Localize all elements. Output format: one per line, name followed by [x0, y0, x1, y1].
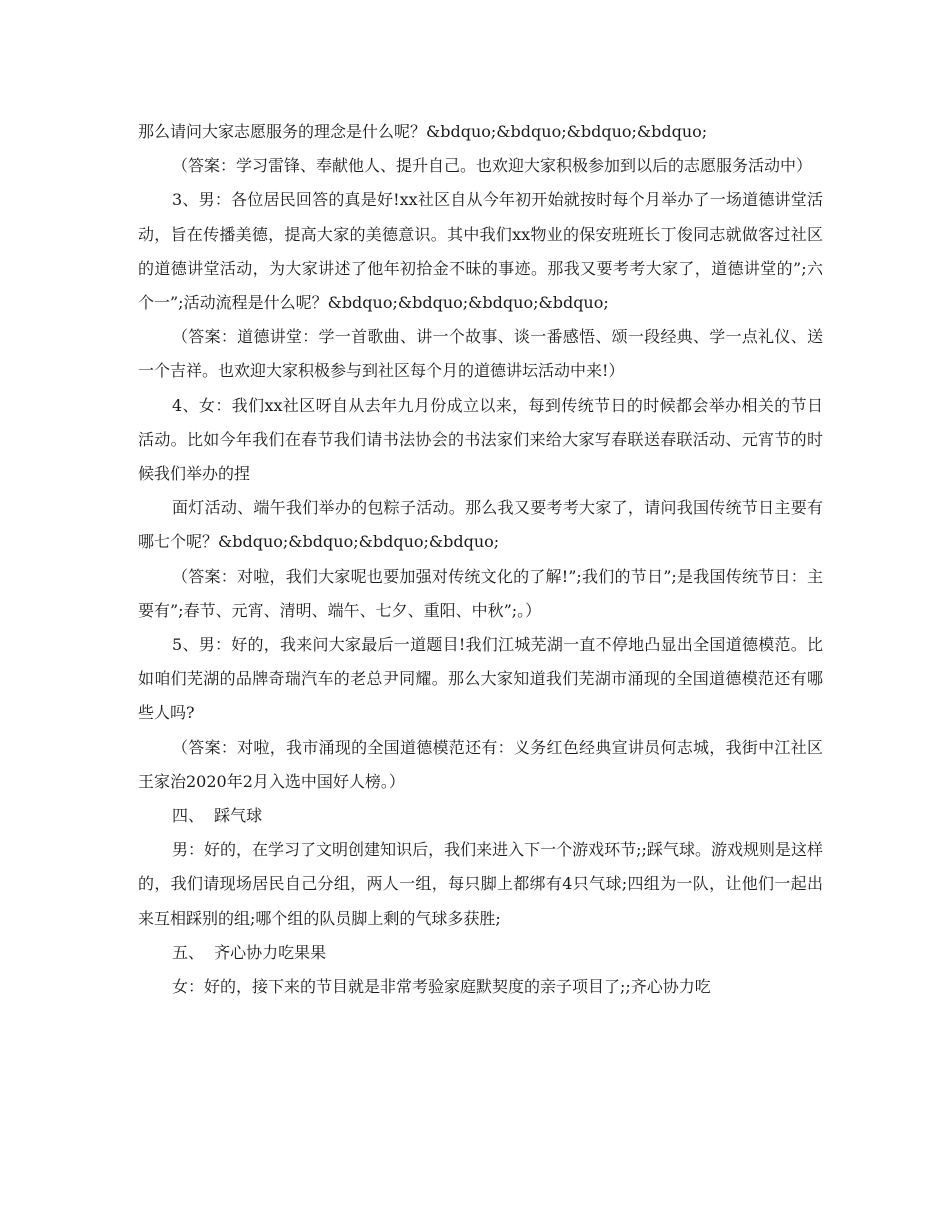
paragraph-question-4-part1: 4、女：我们xx社区呀自从去年九月份成立以来，每到传统节日的时候都会举办相关的节日活动。比如今年我们在春节我们请书法协会的书法家们来给大家写春联送春联活动、元宵节的时候我们举办的捏 — [138, 395, 823, 484]
paragraph-answer-4: （答案：对啦，我们大家呢也要加强对传统文化的了解!”;我们的节日”;是我国传统节日：主要有”;春节、元宵、清明、端午、七夕、重阳、中秋”;。） — [138, 566, 823, 620]
section-heading-balloon: 四、 踩气球 — [172, 806, 263, 826]
document-body — [138, 115, 823, 1004]
paragraph-question-3: 3、男：各位居民回答的真是好!xx社区自从今年初开始就按时每个月举办了一场道德讲堂活动，旨在传播美德，提高大家的美德意识。其中我们xx物业的保安班班长丁俊同志就做客过社区的道德讲堂活动，为大家讲述了他年初拾金不昧的事迹。那我又要考考大家了，道德讲堂的”;六个一”;活动流程是什么呢？&bdquo;&bdquo;&bdquo;&bdquo; — [138, 190, 823, 313]
paragraph-answer-volunteer: （答案：学习雷锋、奉献他人、提升自己。也欢迎大家积极参加到以后的志愿服务活动中） — [172, 156, 813, 176]
paragraph-fruit-intro: 女：好的，接下来的节目就是非常考验家庭默契度的亲子项目了;;齐心协力吃 — [172, 977, 711, 997]
paragraph-answer-3: （答案：道德讲堂：学一首歌曲、讲一个故事、谈一番感悟、颂一段经典、学一点礼仪、送一个吉祥。也欢迎大家积极参与到社区每个月的道德讲坛活动中来!） — [138, 327, 823, 381]
paragraph-question-4-part2: 面灯活动、端午我们举办的包粽子活动。那么我又要考考大家了，请问我国传统节日主要有哪七个呢？&bdquo;&bdquo;&bdquo;&bdquo; — [138, 498, 823, 552]
paragraph-balloon-rules: 男：好的，在学习了文明创建知识后，我们来进入下一个游戏环节;;踩气球。游戏规则是这样的，我们请现场居民自己分组，两人一组，每只脚上都绑有4只气球;四组为一队，让他们一起出来互相踩别的组;哪个组的队员脚上剩的气球多获胜; — [138, 840, 823, 928]
paragraph-question-5: 5、男：好的，我来问大家最后一道题目!我们江城芜湖一直不停地凸显出全国道德模范。比如咱们芜湖的品牌奇瑞汽车的老总尹同耀。那么大家知道我们芜湖市涌现的全国道德模范还有哪些人吗? — [138, 635, 823, 723]
paragraph-question-volunteer: 那么请问大家志愿服务的理念是什么呢？&bdquo;&bdquo;&bdquo;&bdquo; — [138, 122, 708, 141]
paragraph-answer-5: （答案：对啦，我市涌现的全国道德模范还有：义务红色经典宣讲员何志城，我街中江社区王家治2020年2月入选中国好人榜。） — [138, 737, 823, 791]
section-heading-fruit: 五、 齐心协力吃果果 — [172, 942, 327, 962]
